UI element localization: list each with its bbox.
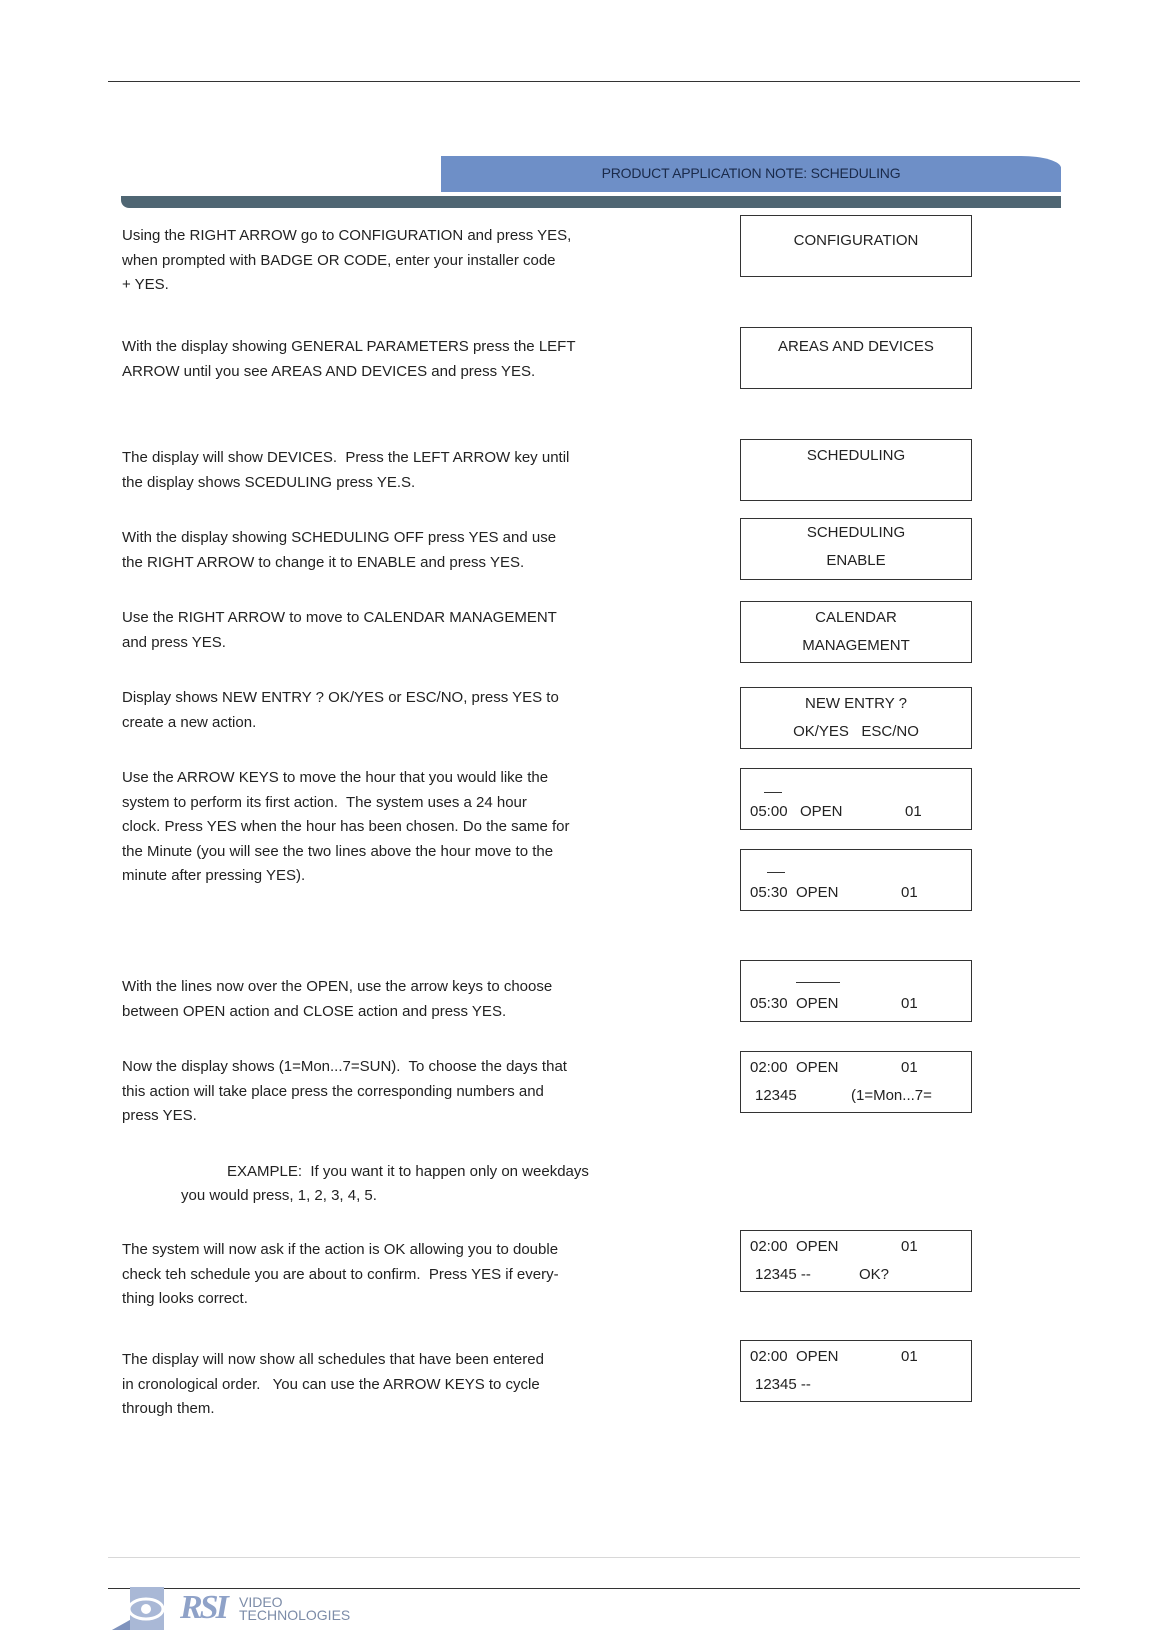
- logo-tech-text: TECHNOLOGIES: [239, 1607, 351, 1623]
- lcd-display: [740, 1340, 972, 1402]
- step-line: Now the display shows (1=Mon...7=SUN). To choose the days that: [122, 1058, 567, 1075]
- example-line: EXAMPLE: If you want it to happen only on weekdays: [227, 1163, 589, 1180]
- lcd-line: MANAGEMENT: [802, 637, 910, 654]
- step-line: Display shows NEW ENTRY ? OK/YES or ESC/NO, press YES to: [122, 689, 559, 706]
- lcd-display: [740, 768, 972, 830]
- lcd-days: 12345 --: [755, 1376, 811, 1393]
- lcd-action: OPEN: [796, 1059, 839, 1076]
- step-line: Use the ARROW KEYS to move the hour that you would like the: [122, 769, 549, 786]
- company-logo: [112, 1587, 372, 1630]
- lcd-action: OPEN: [800, 803, 843, 820]
- lcd-cursor: [764, 792, 782, 793]
- step-paragraph: [122, 975, 592, 1024]
- step-paragraph: [122, 1055, 592, 1129]
- step-paragraph: [122, 1348, 592, 1422]
- step-line: the Minute (you will see the two lines above the hour move to the: [122, 842, 554, 860]
- step-line: minute after pressing YES).: [122, 867, 306, 884]
- step-paragraph: [122, 686, 592, 735]
- header-rule: [108, 81, 1080, 82]
- lcd-display: [740, 1230, 972, 1292]
- step-line: + YES.: [122, 276, 169, 293]
- lcd-cursor: [796, 982, 840, 983]
- step-line: With the display showing GENERAL PARAMETERS press the LEFT: [122, 338, 576, 355]
- step-paragraph: [122, 526, 592, 575]
- lcd-hint: (1=Mon...7=: [851, 1087, 932, 1104]
- step-line: and press YES.: [122, 633, 226, 651]
- step-paragraph: [122, 606, 592, 655]
- lcd-time: 05:00: [750, 803, 788, 820]
- lcd-hint: OK?: [859, 1266, 890, 1283]
- lcd-time: 05:30: [750, 995, 788, 1012]
- footer-rule-light: [108, 1557, 1080, 1558]
- lcd-line: AREAS AND DEVICES: [778, 338, 934, 355]
- lcd-display: [740, 601, 972, 663]
- eye-logo-icon: [112, 1587, 170, 1630]
- step-paragraph: [122, 446, 592, 495]
- lcd-line: OK/YES ESC/NO: [793, 723, 919, 740]
- lcd-time: 05:30: [750, 884, 788, 901]
- page-title: PRODUCT APPLICATION NOTE: SCHEDULING: [601, 165, 901, 181]
- lcd-display: [740, 687, 972, 749]
- lcd-days: 12345: [755, 1087, 797, 1104]
- step-paragraph: [122, 335, 592, 384]
- lcd-time: 02:00: [750, 1238, 788, 1255]
- lcd-line: ENABLE: [826, 552, 886, 569]
- title-banner: [441, 156, 1061, 192]
- step-paragraph: [122, 1238, 592, 1312]
- lcd-display: [740, 439, 972, 501]
- step-line: when prompted with BADGE OR CODE, enter your installer code: [122, 251, 556, 269]
- lcd-display: [740, 849, 972, 911]
- step-line: ARROW until you see AREAS AND DEVICES and press YES.: [122, 362, 536, 380]
- logo-wordmark: RSI: [180, 1589, 226, 1626]
- title-underbar: [121, 196, 1061, 208]
- step-line: Using the RIGHT ARROW go to CONFIGURATION and press YES,: [122, 227, 572, 244]
- lcd-line: CONFIGURATION: [793, 232, 919, 249]
- step-line: With the display showing SCHEDULING OFF press YES and use: [122, 529, 557, 546]
- step-line: between OPEN action and CLOSE action and press YES.: [122, 1002, 507, 1020]
- lcd-action: OPEN: [796, 995, 839, 1012]
- step-line: The display will show DEVICES. Press the LEFT ARROW key until: [122, 449, 570, 466]
- lcd-number: 01: [905, 803, 922, 820]
- step-line: this action will take place press the corresponding numbers and: [122, 1082, 544, 1100]
- lcd-time: 02:00: [750, 1348, 788, 1365]
- lcd-days: 12345 --: [755, 1266, 811, 1283]
- lcd-number: 01: [901, 1059, 918, 1076]
- lcd-display: [740, 518, 972, 580]
- lcd-number: 01: [901, 995, 918, 1012]
- step-paragraph: [122, 766, 592, 889]
- example-line: you would press, 1, 2, 3, 4, 5.: [181, 1187, 377, 1204]
- lcd-action: OPEN: [796, 884, 839, 901]
- lcd-number: 01: [901, 884, 918, 901]
- lcd-time: 02:00: [750, 1059, 788, 1076]
- step-line: The display will now show all schedules that have been entered: [122, 1351, 544, 1368]
- lcd-line: SCHEDULING: [806, 524, 906, 541]
- step-line: the display shows SCEDULING press YE.S.: [122, 473, 416, 491]
- lcd-line: NEW ENTRY ?: [805, 695, 907, 712]
- step-line: thing looks correct.: [122, 1290, 248, 1307]
- lcd-line: CALENDAR: [815, 609, 897, 626]
- step-line: press YES.: [122, 1107, 197, 1124]
- lcd-number: 01: [901, 1238, 918, 1255]
- lcd-action: OPEN: [796, 1238, 839, 1255]
- step-line: clock. Press YES when the hour has been chosen. Do the same for: [122, 818, 570, 835]
- lcd-display: [740, 327, 972, 389]
- lcd-display: [740, 215, 972, 277]
- step-line: through them.: [122, 1400, 215, 1417]
- step-line: create a new action.: [122, 713, 257, 731]
- logo-video-text: VIDEO: [239, 1594, 283, 1610]
- step-line: in cronological order. You can use the ARROW KEYS to cycle: [122, 1375, 540, 1393]
- step-line: Use the RIGHT ARROW to move to CALENDAR MANAGEMENT: [122, 609, 557, 626]
- step-paragraph: [122, 224, 592, 298]
- lcd-display: [740, 960, 972, 1022]
- lcd-number: 01: [901, 1348, 918, 1365]
- lcd-display: [740, 1051, 972, 1113]
- step-line: With the lines now over the OPEN, use the arrow keys to choose: [122, 978, 553, 995]
- step-line: the RIGHT ARROW to change it to ENABLE and press YES.: [122, 553, 525, 571]
- lcd-line: SCHEDULING: [806, 447, 906, 464]
- step-line: The system will now ask if the action is OK allowing you to double: [122, 1241, 559, 1258]
- step-line: system to perform its first action. The system uses a 24 hour: [122, 793, 527, 811]
- lcd-cursor: [767, 872, 785, 873]
- step-line: check teh schedule you are about to confirm. Press YES if every-: [122, 1265, 559, 1283]
- lcd-action: OPEN: [796, 1348, 839, 1365]
